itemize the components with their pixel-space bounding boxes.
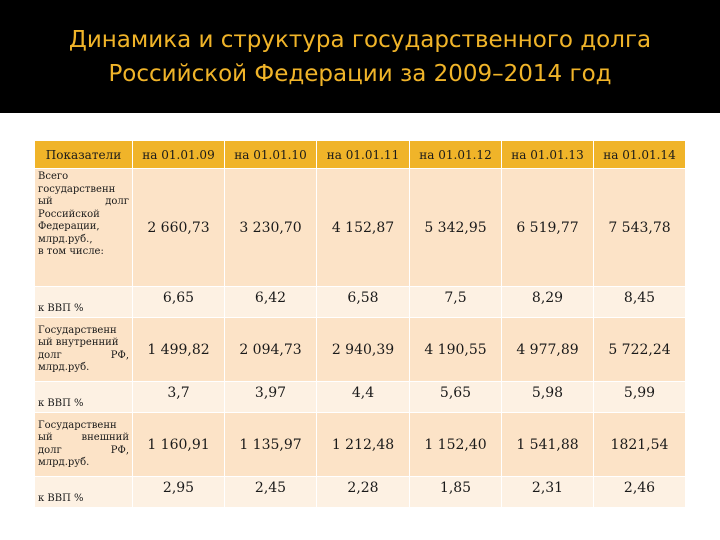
table-cell: 2,95 (133, 477, 225, 508)
table-cell: 4,4 (317, 382, 410, 413)
table-cell: 2 094,73 (225, 318, 317, 382)
table-cell: 1 541,88 (502, 413, 594, 477)
header-2009: на 01.01.09 (133, 141, 225, 169)
row-label: Государственн ый внешний долг РФ, млрд.руб. (35, 413, 133, 477)
table-cell: 2,31 (502, 477, 594, 508)
table-cell: 2,45 (225, 477, 317, 508)
table-row-external-debt (35, 413, 686, 477)
table-row-total-debt (35, 169, 686, 287)
table-cell: 3,97 (225, 382, 317, 413)
table-row-domestic-gdp (35, 382, 686, 413)
table-cell: 2 660,73 (133, 169, 225, 287)
table-cell: 5 342,95 (410, 169, 502, 287)
header-2012: на 01.01.12 (410, 141, 502, 169)
table-cell: 4 977,89 (502, 318, 594, 382)
table-cell: 8,45 (594, 287, 686, 318)
row-label: Всего государственн ый долг Российской Федерации, млрд.руб., в том числе: (35, 169, 133, 287)
table-row-domestic-debt (35, 318, 686, 382)
table-cell: 1 160,91 (133, 413, 225, 477)
table-cell: 6 519,77 (502, 169, 594, 287)
table-cell: 1,85 (410, 477, 502, 508)
table-cell: 2,46 (594, 477, 686, 508)
header-2013: на 01.01.13 (502, 141, 594, 169)
table-cell: 1 499,82 (133, 318, 225, 382)
table-cell: 5,65 (410, 382, 502, 413)
debt-table (35, 141, 686, 508)
table-cell: 6,65 (133, 287, 225, 318)
table-cell: 4 190,55 (410, 318, 502, 382)
table-cell: 6,58 (317, 287, 410, 318)
table-cell: 7,5 (410, 287, 502, 318)
header-indicators: Показатели (35, 141, 133, 169)
header-2010: на 01.01.10 (225, 141, 317, 169)
table-cell: 7 543,78 (594, 169, 686, 287)
table-cell: 1 152,40 (410, 413, 502, 477)
table-row-total-gdp (35, 287, 686, 318)
table-cell: 1 135,97 (225, 413, 317, 477)
table-cell: 1821,54 (594, 413, 686, 477)
title-band (0, 0, 720, 113)
table-cell: 3,7 (133, 382, 225, 413)
table-cell: 2,28 (317, 477, 410, 508)
header-row (35, 141, 686, 169)
row-label: к ВВП % (35, 287, 133, 318)
header-2014: на 01.01.14 (594, 141, 686, 169)
table-cell: 2 940,39 (317, 318, 410, 382)
title-line-1: Динамика и структура государственного долга (68, 26, 652, 53)
row-label: к ВВП % (35, 477, 133, 508)
table-cell: 3 230,70 (225, 169, 317, 287)
table-row-external-gdp (35, 477, 686, 508)
table-cell: 5,98 (502, 382, 594, 413)
table-cell: 4 152,87 (317, 169, 410, 287)
table-cell: 5,99 (594, 382, 686, 413)
table-cell: 8,29 (502, 287, 594, 318)
header-2011: на 01.01.11 (317, 141, 410, 169)
row-label: Государственн ый внутренний долг РФ, млрд.руб. (35, 318, 133, 382)
table-cell: 6,42 (225, 287, 317, 318)
table-cell: 1 212,48 (317, 413, 410, 477)
table-cell: 5 722,24 (594, 318, 686, 382)
row-label: к ВВП % (35, 382, 133, 413)
title-line-2: Российской Федерации за 2009–2014 год (108, 60, 612, 87)
